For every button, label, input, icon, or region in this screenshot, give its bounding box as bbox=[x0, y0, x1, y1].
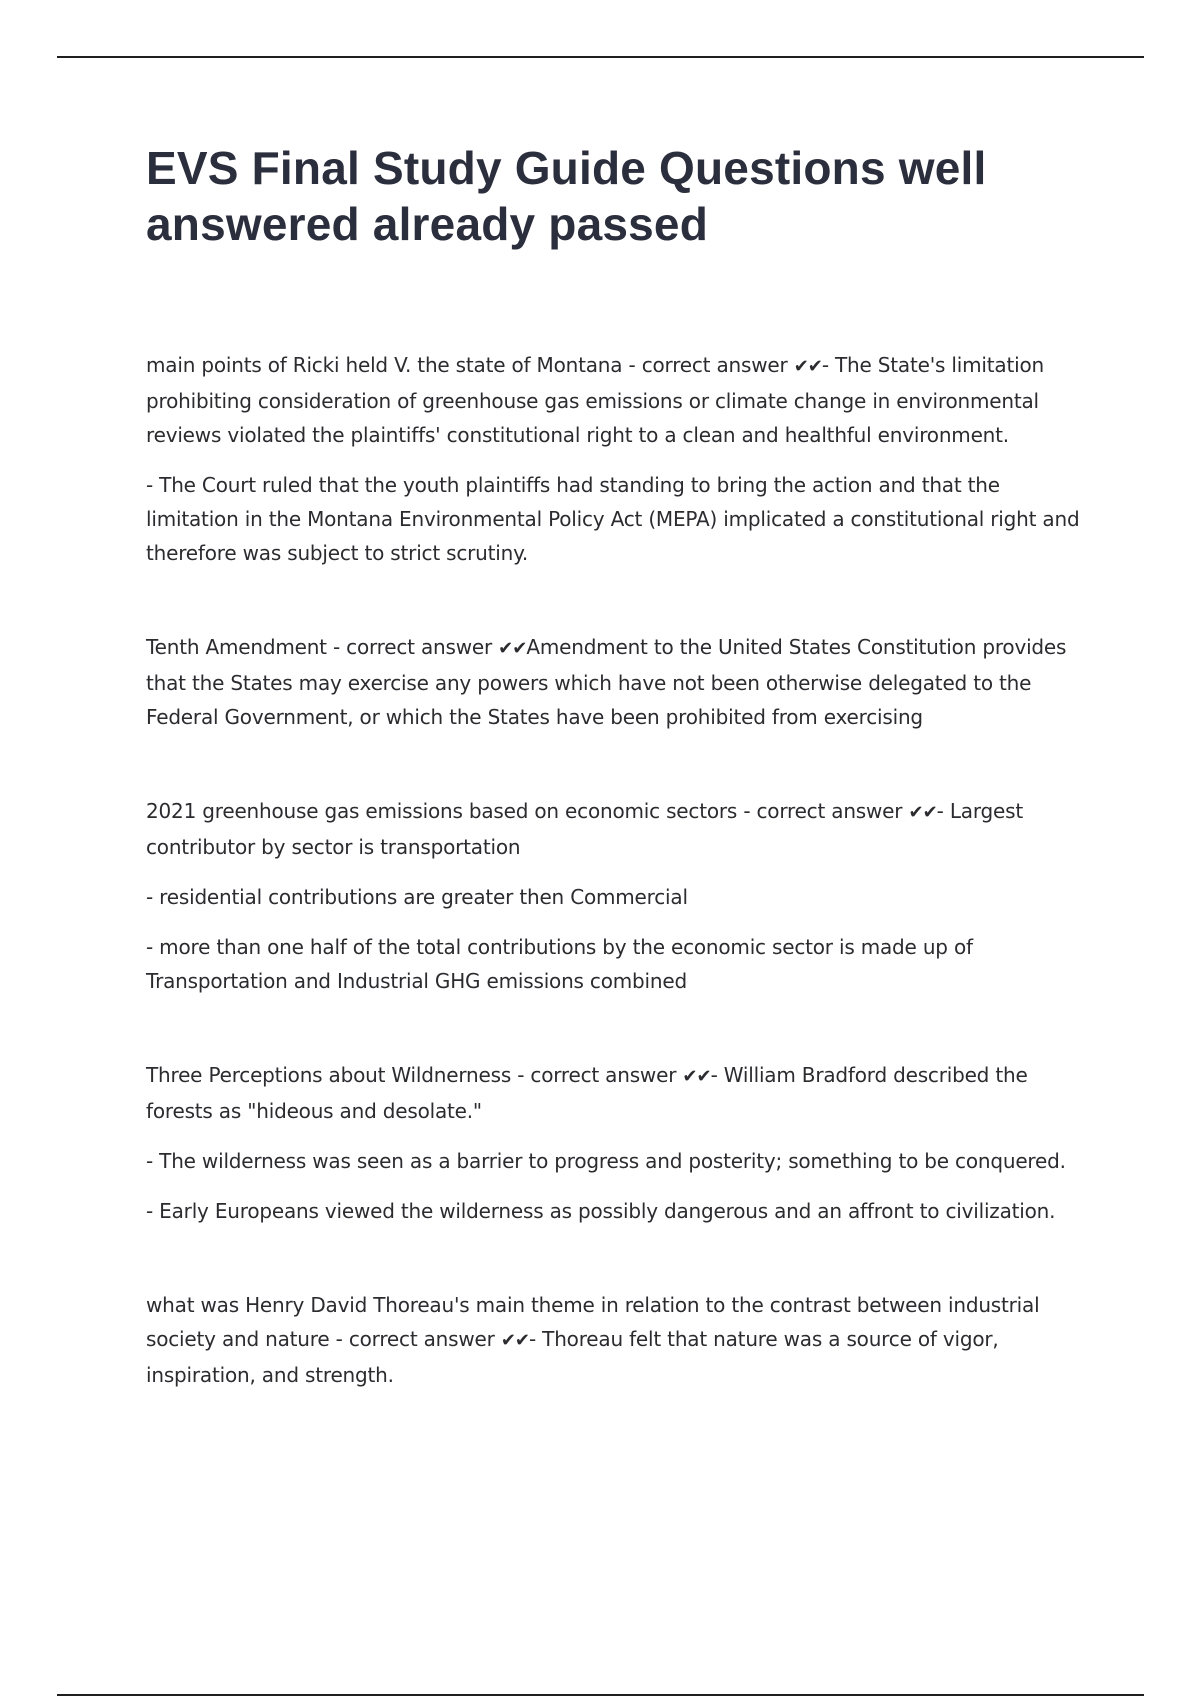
checkmark-icon: ✔✔ bbox=[908, 802, 937, 823]
answer-text: - Thoreau felt that nature was a source of vigor, inspiration, and strength. bbox=[146, 1327, 999, 1387]
answer-text: - William Bradford described the forests as "hideous and desolate." bbox=[146, 1063, 1028, 1123]
qa-item bbox=[146, 1288, 1086, 1392]
document-title: EVS Final Study Guide Questions well answered already passed bbox=[146, 142, 987, 250]
answer-extra: - The Court ruled that the youth plaintiffs had standing to bring the action and that the limitation in the Montana Environmental Policy Act (MEPA) implicated a constitutional right and therefore was subject to strict scrutiny. bbox=[146, 473, 1080, 565]
checkmark-icon: ✔✔ bbox=[682, 1066, 711, 1087]
checkmark-icon: ✔✔ bbox=[500, 1330, 529, 1351]
document-page bbox=[146, 140, 1086, 1392]
answer-extra: - The wilderness was seen as a barrier to progress and posterity; something to be conquered. bbox=[146, 1149, 1066, 1173]
qa-question-answer bbox=[146, 794, 1086, 864]
question-text: Tenth Amendment bbox=[146, 635, 327, 659]
qa-item bbox=[146, 794, 1086, 998]
qa-item bbox=[146, 630, 1086, 734]
answer-text: - The State's limitation prohibiting consideration of greenhouse gas emissions or climate change in environmental reviews violated the plaintiffs' constitutional right to a clean and healthful environment. bbox=[146, 353, 1044, 447]
answer-marker: - correct answer bbox=[333, 635, 492, 659]
answer-text: - Largest contributor by sector is transportation bbox=[146, 799, 1023, 859]
answer-extra: - more than one half of the total contributions by the economic sector is made up of Transportation and Industrial GHG emissions combined bbox=[146, 935, 973, 993]
question-text: main points of Ricki held V. the state of Montana bbox=[146, 353, 623, 377]
bottom-divider bbox=[57, 1694, 1144, 1696]
top-divider bbox=[57, 56, 1144, 58]
qa-item bbox=[146, 348, 1086, 570]
answer-text: Amendment to the United States Constitution provides that the States may exercise any powers which have not been otherwise delegated to the Federal Government, or which the States have been prohibited from exercising bbox=[146, 635, 1067, 729]
qa-item bbox=[146, 1058, 1086, 1228]
qa-question-answer bbox=[146, 1058, 1086, 1128]
answer-extra: - residential contributions are greater then Commercial bbox=[146, 885, 688, 909]
question-text: Three Perceptions about Wildnerness bbox=[146, 1063, 512, 1087]
question-text: what was Henry David Thoreau's main theme in relation to the contrast between industrial society and nature bbox=[146, 1293, 1040, 1351]
qa-question-answer bbox=[146, 1288, 1086, 1392]
answer-marker: - correct answer bbox=[743, 799, 903, 823]
qa-list bbox=[146, 348, 1086, 1392]
question-text: 2021 greenhouse gas emissions based on economic sectors bbox=[146, 799, 738, 823]
answer-marker: - correct answer bbox=[517, 1063, 677, 1087]
answer-extra: - Early Europeans viewed the wilderness as possibly dangerous and an affront to civilization. bbox=[146, 1199, 1056, 1223]
qa-question-answer bbox=[146, 630, 1086, 734]
checkmark-icon: ✔✔ bbox=[498, 638, 527, 659]
qa-question-answer bbox=[146, 348, 1086, 452]
checkmark-icon: ✔✔ bbox=[793, 356, 822, 377]
answer-marker: - correct answer bbox=[335, 1327, 495, 1351]
answer-marker: - correct answer bbox=[628, 353, 788, 377]
